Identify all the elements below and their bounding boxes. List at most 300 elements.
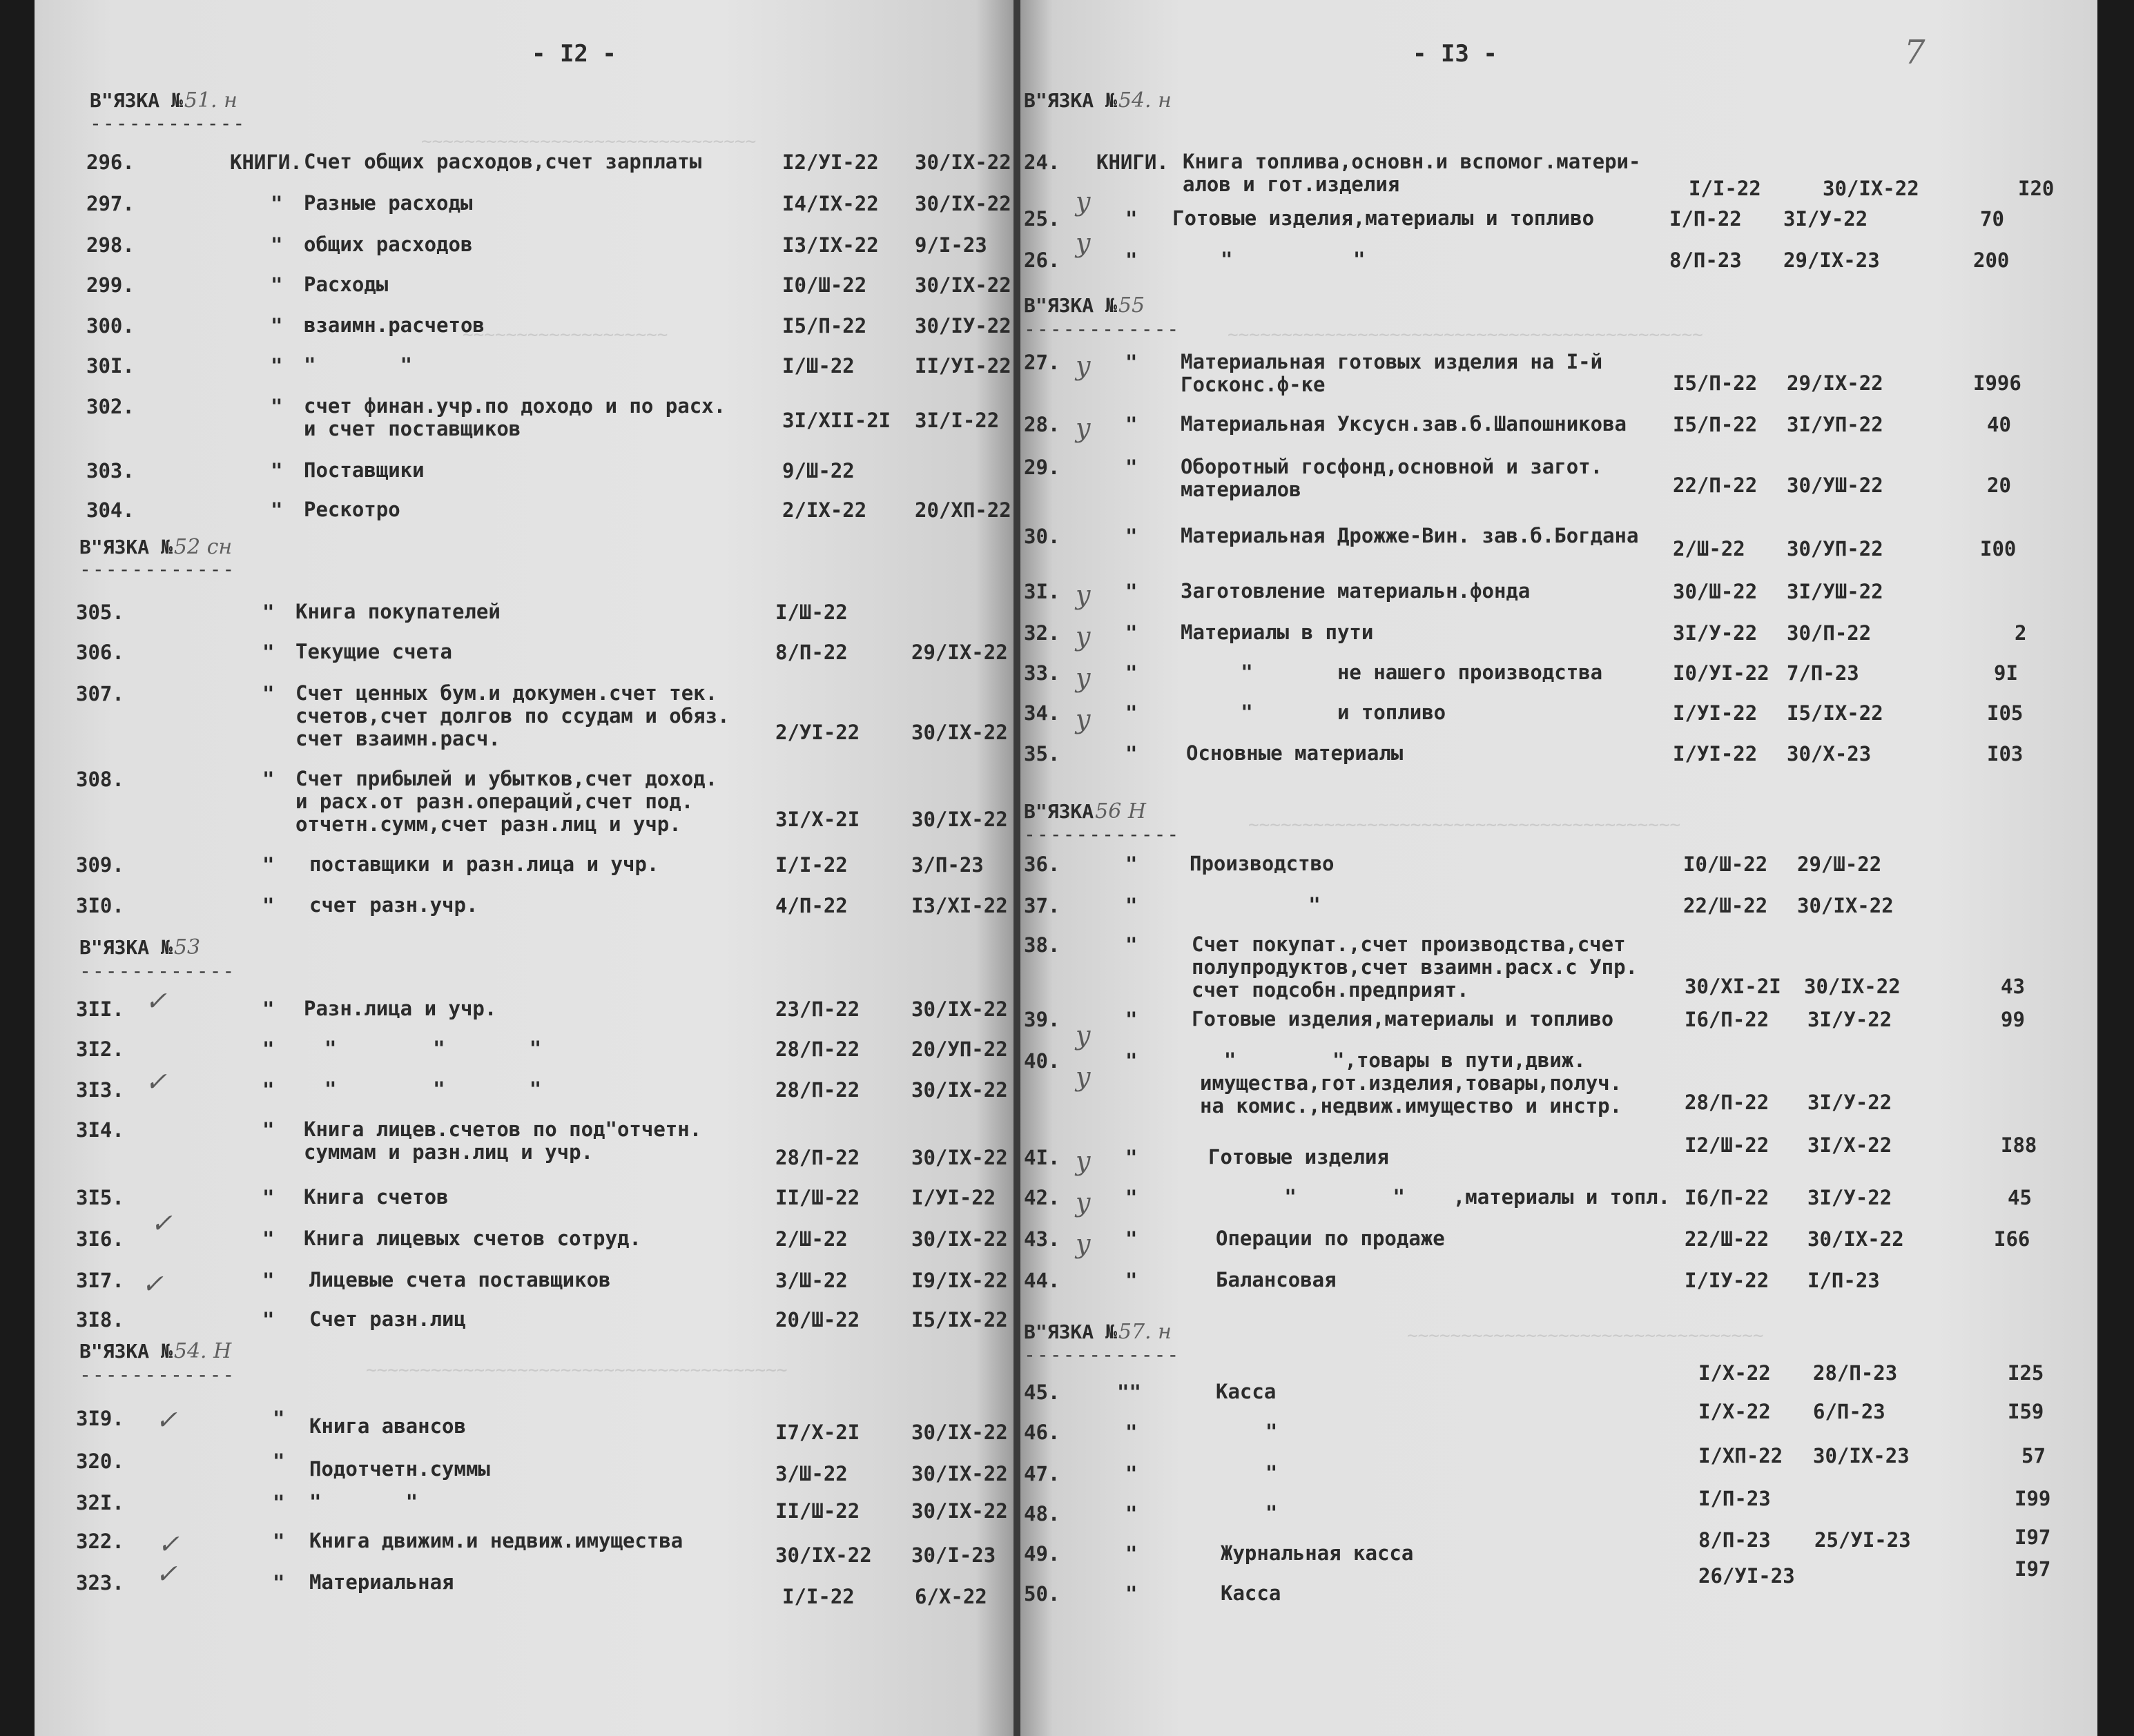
- end-date: 3I/X-22: [1807, 1133, 1892, 1157]
- item-number: 40.: [1024, 1049, 1060, 1073]
- bleed-through-text: ~~~~~~~~~~~~~~~~~~~~~~~~~~~~~~~: [421, 131, 757, 152]
- item-title: Материалы в пути: [1181, 621, 1374, 644]
- ditto-mark: ": [1125, 1227, 1138, 1251]
- item-title: Материальная Уксусн.зав.б.Шапошникова: [1181, 412, 1627, 436]
- start-date: 8/П-23: [1698, 1528, 1771, 1552]
- item-number: 37.: [1024, 894, 1060, 917]
- item-number: 33.: [1024, 661, 1060, 685]
- end-date: 28/П-23: [1813, 1361, 1898, 1385]
- item-number: 3I2.: [76, 1037, 124, 1061]
- ditto-mark: ": [1125, 894, 1138, 917]
- item-title: " не нашего производства: [1181, 661, 1603, 684]
- end-date: 30/IX-22: [911, 1421, 1008, 1444]
- ditto-mark: ": [1125, 621, 1138, 645]
- item-number: 26.: [1024, 248, 1060, 272]
- start-date: 22/П-22: [1673, 474, 1758, 497]
- start-date: I/IУ-22: [1685, 1269, 1769, 1292]
- ditto-mark: ": [262, 1269, 275, 1292]
- end-date: 3/П-23: [911, 853, 984, 877]
- end-date: 20/УП-22: [911, 1037, 1008, 1061]
- sheet-count: I59: [2008, 1400, 2044, 1423]
- start-date: 30/XI-2I: [1685, 975, 1781, 998]
- start-date: 26/УI-23: [1698, 1564, 1795, 1588]
- start-date: I5/П-22: [1673, 371, 1758, 395]
- item-title: Рескотро: [304, 498, 400, 521]
- start-date: 4/П-22: [775, 894, 848, 917]
- start-date: 8/П-23: [1669, 248, 1742, 272]
- item-title: Книга счетов: [304, 1185, 449, 1209]
- start-date: I0/Ш-22: [782, 273, 867, 297]
- ditto-mark: ": [1125, 852, 1138, 876]
- item-number: 322.: [76, 1530, 124, 1553]
- end-date: 30/I-23: [911, 1543, 996, 1567]
- end-date: 30/IX-22: [911, 1227, 1008, 1251]
- item-title: Текущие счета: [295, 640, 452, 663]
- item-title: Производство: [1190, 852, 1335, 875]
- start-date: I/XП-22: [1698, 1444, 1783, 1467]
- start-date: II/Ш-22: [775, 1186, 860, 1209]
- item-number: 45.: [1024, 1381, 1060, 1404]
- ditto-mark: ": [262, 894, 275, 917]
- sheet-count: I97: [2015, 1557, 2051, 1581]
- sheet-count: 43: [2001, 975, 2025, 998]
- start-date: I4/IX-22: [782, 192, 879, 215]
- sheet-count: 45: [2008, 1186, 2032, 1209]
- handwritten-mark-icon: y: [1076, 228, 1091, 258]
- ditto-mark: ": [1125, 525, 1138, 548]
- item-title: счет финан.учр.по доходо и по расх. и счет поставщиков: [304, 394, 726, 440]
- start-date: 22/Ш-22: [1685, 1227, 1769, 1251]
- item-title: Готовые изделия,материалы и топливо: [1192, 1007, 1614, 1031]
- item-number: 35.: [1024, 742, 1060, 765]
- item-title: Книга покупателей: [295, 600, 501, 623]
- end-date: II/УI-22: [915, 354, 1011, 378]
- ditto-mark: ": [262, 1308, 275, 1332]
- item-title: Книга лицевых счетов сотруд.: [304, 1227, 641, 1250]
- item-number: 32I.: [76, 1491, 124, 1514]
- item-number: 4I.: [1024, 1146, 1060, 1169]
- start-date: I/Ш-22: [775, 601, 848, 624]
- ditto-mark: ": [1125, 661, 1138, 685]
- ditto-mark: ": [262, 641, 275, 664]
- item-title: Расходы: [304, 273, 389, 296]
- item-title: Лицевые счета поставщиков: [309, 1268, 611, 1291]
- right-page: [1020, 0, 2097, 1736]
- bundle-heading: В"ЯЗКА №53: [79, 935, 201, 959]
- ditto-mark: ": [271, 395, 283, 418]
- end-date: 30/IX-22: [1804, 975, 1901, 998]
- bundle-heading: В"ЯЗКА №55: [1024, 293, 1145, 318]
- start-date: I/X-22: [1698, 1361, 1771, 1385]
- item-title: Подотчетн.суммы: [309, 1457, 490, 1481]
- end-date: 30/IX-22: [1797, 894, 1894, 917]
- item-title: Книга лицев.счетов по под"отчетн. суммам и разн.лиц и учр.: [304, 1118, 702, 1164]
- handwritten-mark-icon: y: [1076, 1187, 1091, 1218]
- end-date: 30/IX-22: [1823, 177, 1919, 200]
- start-date: I0/Ш-22: [1683, 852, 1768, 876]
- sheet-count: I996: [1973, 371, 2021, 395]
- sheet-count: I00: [1980, 537, 2017, 560]
- start-date: I7/X-2I: [775, 1421, 860, 1444]
- item-title: ": [1241, 1501, 1278, 1525]
- sheet-count: I66: [1994, 1227, 2030, 1251]
- item-title: общих расходов: [304, 233, 473, 256]
- ditto-mark: ": [1125, 580, 1138, 603]
- item-number: 3I3.: [76, 1078, 124, 1102]
- left-page: [35, 0, 1015, 1736]
- end-date: 3I/У-22: [1807, 1186, 1892, 1209]
- ditto-mark: ": [262, 1118, 275, 1142]
- item-number: 48.: [1024, 1502, 1060, 1525]
- bleed-through-text: ~~~~~~~~~~~~~~~~~~~: [463, 324, 668, 345]
- start-date: I5/П-22: [782, 314, 867, 338]
- start-date: 3/Ш-22: [775, 1269, 848, 1292]
- item-number: 36.: [1024, 852, 1060, 876]
- checkmark-icon: ✓: [155, 1405, 177, 1435]
- item-number: 323.: [76, 1571, 124, 1594]
- item-number: 28.: [1024, 413, 1060, 436]
- page-number: - I2 -: [532, 40, 617, 68]
- item-number: 47.: [1024, 1462, 1060, 1485]
- item-number: 304.: [86, 498, 135, 522]
- start-date: I6/П-22: [1685, 1186, 1769, 1209]
- item-number: 302.: [86, 395, 135, 418]
- bundle-heading: В"ЯЗКА56 Н: [1024, 799, 1147, 823]
- ditto-mark: ": [1125, 1269, 1138, 1292]
- item-number: 3I6.: [76, 1227, 124, 1251]
- end-date: 6/П-23: [1813, 1400, 1885, 1423]
- checkmark-icon: ✓: [142, 1269, 164, 1299]
- end-date: 30/IX-22: [915, 273, 1011, 297]
- start-date: I2/Ш-22: [1685, 1133, 1769, 1157]
- start-date: I/I-22: [782, 1585, 855, 1608]
- end-date: 7/П-23: [1787, 661, 1859, 685]
- item-title: Счет прибылей и убытков,счет доход. и расх.от разн.операций,счет под. отчетн.сумм,счет разн.лиц и учр.: [295, 767, 718, 836]
- start-date: I5/П-22: [1673, 413, 1758, 436]
- ditto-mark: ": [273, 1530, 285, 1553]
- item-title: ": [1248, 893, 1321, 917]
- end-date: 30/IX-22: [915, 192, 1011, 215]
- item-title: " ": [1221, 248, 1366, 271]
- item-title: ": [1241, 1461, 1278, 1485]
- handwritten-mark-icon: y: [1076, 704, 1091, 734]
- item-number: 3I.: [1024, 580, 1060, 603]
- item-number: 3I7.: [76, 1269, 124, 1292]
- item-title: Счет ценных бум.и докумен.счет тек. счетов,счет долгов по ссудам и обяз. счет взаимн.расч.: [295, 681, 730, 750]
- start-date: 30/Ш-22: [1673, 580, 1758, 603]
- sheet-count: I97: [2015, 1525, 2051, 1549]
- end-date: I5/IX-22: [911, 1308, 1008, 1332]
- item-number: 38.: [1024, 933, 1060, 957]
- item-title: счет разн.учр.: [309, 893, 478, 917]
- start-date: I/П-23: [1698, 1487, 1771, 1510]
- ditto-mark: ": [273, 1491, 285, 1514]
- handwritten-mark-icon: y: [1076, 1229, 1091, 1259]
- checkmark-icon: ✓: [151, 1208, 173, 1238]
- ditto-mark: ": [262, 1078, 275, 1102]
- page-number: - I3 -: [1413, 40, 1497, 68]
- start-date: 3I/У-22: [1673, 621, 1758, 645]
- ditto-mark: ": [1125, 413, 1138, 436]
- ditto-mark: ": [271, 233, 283, 257]
- ditto-mark: ": [1125, 1008, 1138, 1031]
- item-number: 34.: [1024, 701, 1060, 725]
- start-date: 2/УI-22: [775, 721, 860, 744]
- ditto-mark: ": [271, 459, 283, 482]
- item-title: Счет покупат.,счет производства,счет полупродуктов,счет взаимн.расх.с Упр. счет подсобн.предприят.: [1192, 933, 1638, 1002]
- start-date: 2/Ш-22: [1673, 537, 1745, 560]
- ditto-mark: ": [273, 1450, 285, 1473]
- item-title: Касса: [1216, 1380, 1277, 1403]
- sheet-count: 9I: [1994, 661, 2018, 685]
- start-date: 20/Ш-22: [775, 1308, 860, 1332]
- end-date: I9/IX-22: [911, 1269, 1008, 1292]
- handwritten-mark-icon: y: [1076, 1062, 1091, 1092]
- ditto-mark: ": [271, 498, 283, 522]
- start-date: 8/П-22: [775, 641, 848, 664]
- bundle-heading: В"ЯЗКА №54. Н: [79, 1339, 232, 1363]
- ditto-mark: ": [1125, 1049, 1138, 1073]
- bleed-through-text: ~~~~~~~~~~~~~~~~~~~~~~~~~~~~~~~~~: [1407, 1325, 1764, 1346]
- item-title: Готовые изделия,материалы и топливо: [1172, 206, 1595, 230]
- end-date: 29/IX-22: [1787, 371, 1883, 395]
- item-number: 320.: [76, 1450, 124, 1473]
- checkmark-icon: ✓: [157, 1529, 180, 1559]
- ditto-mark: ": [273, 1571, 285, 1594]
- end-date: 9/I-23: [915, 233, 987, 257]
- item-title: Материальная: [309, 1570, 454, 1594]
- item-title: " ": [304, 353, 413, 377]
- end-date: I/УI-22: [911, 1186, 996, 1209]
- ditto-mark: ": [1125, 1146, 1138, 1169]
- start-date: I2/УI-22: [782, 150, 879, 174]
- start-date: I6/П-22: [1685, 1008, 1769, 1031]
- item-number: 30I.: [86, 354, 135, 378]
- bleed-through-text: ~~~~~~~~~~~~~~~~~~~~~~~~~~~~~~~~~~~~~~~: [366, 1360, 788, 1381]
- item-title: Материальная Дрожже-Вин. зав.б.Богдана: [1181, 524, 1639, 547]
- item-number: 49.: [1024, 1542, 1060, 1566]
- sheet-count: 20: [1987, 474, 2011, 497]
- start-date: 30/IX-22: [775, 1543, 872, 1567]
- bleed-through-text: ~~~~~~~~~~~~~~~~~~~~~~~~~~~~~~~~~~~~~~~~~~~~: [1228, 324, 1703, 345]
- item-number: 297.: [86, 192, 135, 215]
- ditto-mark: "": [1117, 1381, 1141, 1404]
- item-number: 299.: [86, 273, 135, 297]
- ditto-mark: ": [1125, 701, 1138, 725]
- end-date: I5/IX-22: [1787, 701, 1883, 725]
- item-number: 43.: [1024, 1227, 1060, 1251]
- end-date: 3I/У-22: [1783, 207, 1868, 231]
- heading-underline: ------------: [1024, 1343, 1181, 1366]
- end-date: I/П-23: [1807, 1269, 1880, 1292]
- item-title: Книга движим.и недвиж.имущества: [309, 1529, 683, 1552]
- sheet-count: 70: [1980, 207, 2004, 231]
- item-number: 3II.: [76, 997, 124, 1021]
- start-date: 28/П-22: [775, 1146, 860, 1169]
- end-date: 3I/УП-22: [1787, 413, 1883, 436]
- ditto-mark: ": [262, 1037, 275, 1061]
- item-number: 39.: [1024, 1008, 1060, 1031]
- end-date: 29/IX-23: [1783, 248, 1880, 272]
- handwritten-sheet-number: 7: [1904, 33, 1926, 72]
- start-date: 3I/X-2I: [775, 808, 860, 831]
- item-number: 44.: [1024, 1269, 1060, 1292]
- item-number: 3I5.: [76, 1186, 124, 1209]
- item-number: 3I9.: [76, 1407, 124, 1430]
- end-date: 20/XП-22: [915, 498, 1011, 522]
- item-number: 296.: [86, 150, 135, 174]
- ditto-mark: ": [262, 997, 275, 1021]
- item-title: Разные расходы: [304, 191, 473, 215]
- item-number: 307.: [76, 682, 124, 705]
- end-date: 30/IX-22: [1807, 1227, 1904, 1251]
- start-date: I/I-22: [1689, 177, 1761, 200]
- item-title: Касса: [1221, 1581, 1281, 1605]
- item-title: Счет разн.лиц: [309, 1307, 466, 1331]
- item-title: Журнальная касса: [1221, 1541, 1414, 1565]
- item-number: 27.: [1024, 351, 1060, 374]
- ditto-mark: ": [1125, 1462, 1138, 1485]
- heading-underline: ------------: [1024, 318, 1181, 340]
- start-date: 9/Ш-22: [782, 459, 855, 482]
- ditto-mark: ": [262, 1186, 275, 1209]
- item-title: Оборотный госфонд,основной и загот. материалов: [1181, 455, 1603, 501]
- end-date: 30/IX-22: [911, 808, 1008, 831]
- start-date: I/Ш-22: [782, 354, 855, 378]
- end-date: 30/IX-22: [911, 1146, 1008, 1169]
- checkmark-icon: ✓: [145, 986, 167, 1016]
- item-title: поставщики и разн.лица и учр.: [309, 852, 659, 876]
- item-title: Книга топлива,основн.и вспомог.матери- алов и гот.изделия: [1183, 150, 1641, 196]
- ditto-mark: ": [262, 1227, 275, 1251]
- item-title: Готовые изделия: [1208, 1145, 1389, 1169]
- heading-underline: ------------: [90, 112, 246, 135]
- ditto-mark: ": [1125, 456, 1138, 479]
- start-date: I/X-22: [1698, 1400, 1771, 1423]
- item-number: 3I4.: [76, 1118, 124, 1142]
- sheet-count: 40: [1987, 413, 2011, 436]
- end-date: 6/X-22: [915, 1585, 987, 1608]
- ditto-mark: ": [1125, 248, 1138, 272]
- end-date: 29/IX-22: [911, 641, 1008, 664]
- bundle-heading: В"ЯЗКА №51. н: [90, 88, 237, 113]
- end-date: I3/XI-22: [911, 894, 1008, 917]
- heading-underline: ------------: [1024, 823, 1181, 846]
- ditto-mark: ": [262, 601, 275, 624]
- ditto-mark: ": [1125, 933, 1138, 957]
- item-number: 303.: [86, 459, 135, 482]
- item-number: 24.: [1024, 150, 1060, 174]
- sheet-count: 57: [2021, 1444, 2046, 1467]
- item-title: Книга авансов: [309, 1414, 466, 1438]
- start-date: I/УI-22: [1673, 742, 1758, 765]
- end-date: 3I/У-22: [1807, 1008, 1892, 1031]
- end-date: 25/УI-23: [1814, 1528, 1911, 1552]
- handwritten-mark-icon: y: [1076, 663, 1091, 693]
- heading-underline: ------------: [79, 1363, 236, 1386]
- item-number: 42.: [1024, 1186, 1060, 1209]
- item-title: " " ": [324, 1077, 542, 1101]
- start-date: 3/Ш-22: [775, 1462, 848, 1485]
- item-title: Балансовая: [1216, 1268, 1337, 1291]
- item-title: Заготовление материальн.фонда: [1181, 579, 1531, 603]
- item-number: 3I0.: [76, 894, 124, 917]
- item-number: 300.: [86, 314, 135, 338]
- handwritten-mark-icon: y: [1076, 186, 1091, 217]
- bundle-heading: В"ЯЗКА №54. н: [1024, 88, 1172, 113]
- end-date: 3I/У-22: [1807, 1091, 1892, 1114]
- ditto-mark: ": [273, 1407, 285, 1430]
- start-date: II/Ш-22: [775, 1499, 860, 1523]
- item-number: 309.: [76, 853, 124, 877]
- ditto-mark: ": [1125, 351, 1138, 374]
- end-date: 30/П-22: [1787, 621, 1872, 645]
- end-date: 30/IX-22: [911, 721, 1008, 744]
- item-number: 50.: [1024, 1582, 1060, 1606]
- start-date: 22/Ш-22: [1683, 894, 1768, 917]
- ditto-mark: ": [1125, 1421, 1138, 1444]
- item-title: взаимн.расчетов: [304, 313, 485, 337]
- sheet-count: I88: [2001, 1133, 2037, 1157]
- handwritten-mark-icon: y: [1076, 351, 1091, 381]
- end-date: 30/IX-23: [1813, 1444, 1910, 1467]
- end-date: 30/IX-22: [911, 1462, 1008, 1485]
- ditto-mark: ": [1125, 1186, 1138, 1209]
- sheet-count: 200: [1973, 248, 2010, 272]
- item-number: 32.: [1024, 621, 1060, 645]
- end-date: 29/Ш-22: [1797, 852, 1882, 876]
- start-date: 2/IX-22: [782, 498, 867, 522]
- bundle-heading: В"ЯЗКА №52 сн: [79, 535, 233, 559]
- handwritten-mark-icon: y: [1076, 1020, 1091, 1051]
- end-date: 3I/УШ-22: [1787, 580, 1883, 603]
- heading-underline: ------------: [79, 558, 236, 581]
- end-date: 3I/I-22: [915, 409, 1000, 432]
- item-title: " ": [309, 1490, 418, 1514]
- bleed-through-text: ~~~~~~~~~~~~~~~~~~~~~~~~~~~~~~~~~~~~~~~~: [1248, 815, 1681, 835]
- handwritten-mark-icon: y: [1076, 621, 1091, 652]
- start-date: 28/П-22: [1685, 1091, 1769, 1114]
- start-date: I3/IX-22: [782, 233, 879, 257]
- ditto-mark: ": [262, 682, 275, 705]
- item-title: Поставщики: [304, 458, 425, 482]
- handwritten-mark-icon: y: [1076, 580, 1091, 610]
- start-date: 2/Ш-22: [775, 1227, 848, 1251]
- item-title: Разн.лица и учр.: [304, 997, 497, 1020]
- sheet-count: 2: [2015, 621, 2027, 645]
- item-number: 3I8.: [76, 1308, 124, 1332]
- sheet-count: I99: [2015, 1487, 2051, 1510]
- heading-underline: ------------: [79, 959, 236, 982]
- item-number: 25.: [1024, 207, 1060, 231]
- ditto-mark: ": [1125, 1502, 1138, 1525]
- start-date: 28/П-22: [775, 1037, 860, 1061]
- end-date: 30/IУ-22: [915, 314, 1011, 338]
- ditto-mark: ": [262, 853, 275, 877]
- start-date: I/I-22: [775, 853, 848, 877]
- item-number: 298.: [86, 233, 135, 257]
- start-date: I0/УI-22: [1673, 661, 1769, 685]
- start-date: 23/П-22: [775, 997, 860, 1021]
- end-date: 30/УШ-22: [1787, 474, 1883, 497]
- ditto-mark: ": [262, 768, 275, 791]
- item-title: Основные материалы: [1186, 741, 1404, 765]
- item-title: " " ": [324, 1037, 542, 1060]
- checkmark-icon: ✓: [145, 1066, 167, 1097]
- ditto-mark: ": [1125, 742, 1138, 765]
- start-date: 3I/XII-2I: [782, 409, 891, 432]
- ditto-mark: ": [271, 314, 283, 338]
